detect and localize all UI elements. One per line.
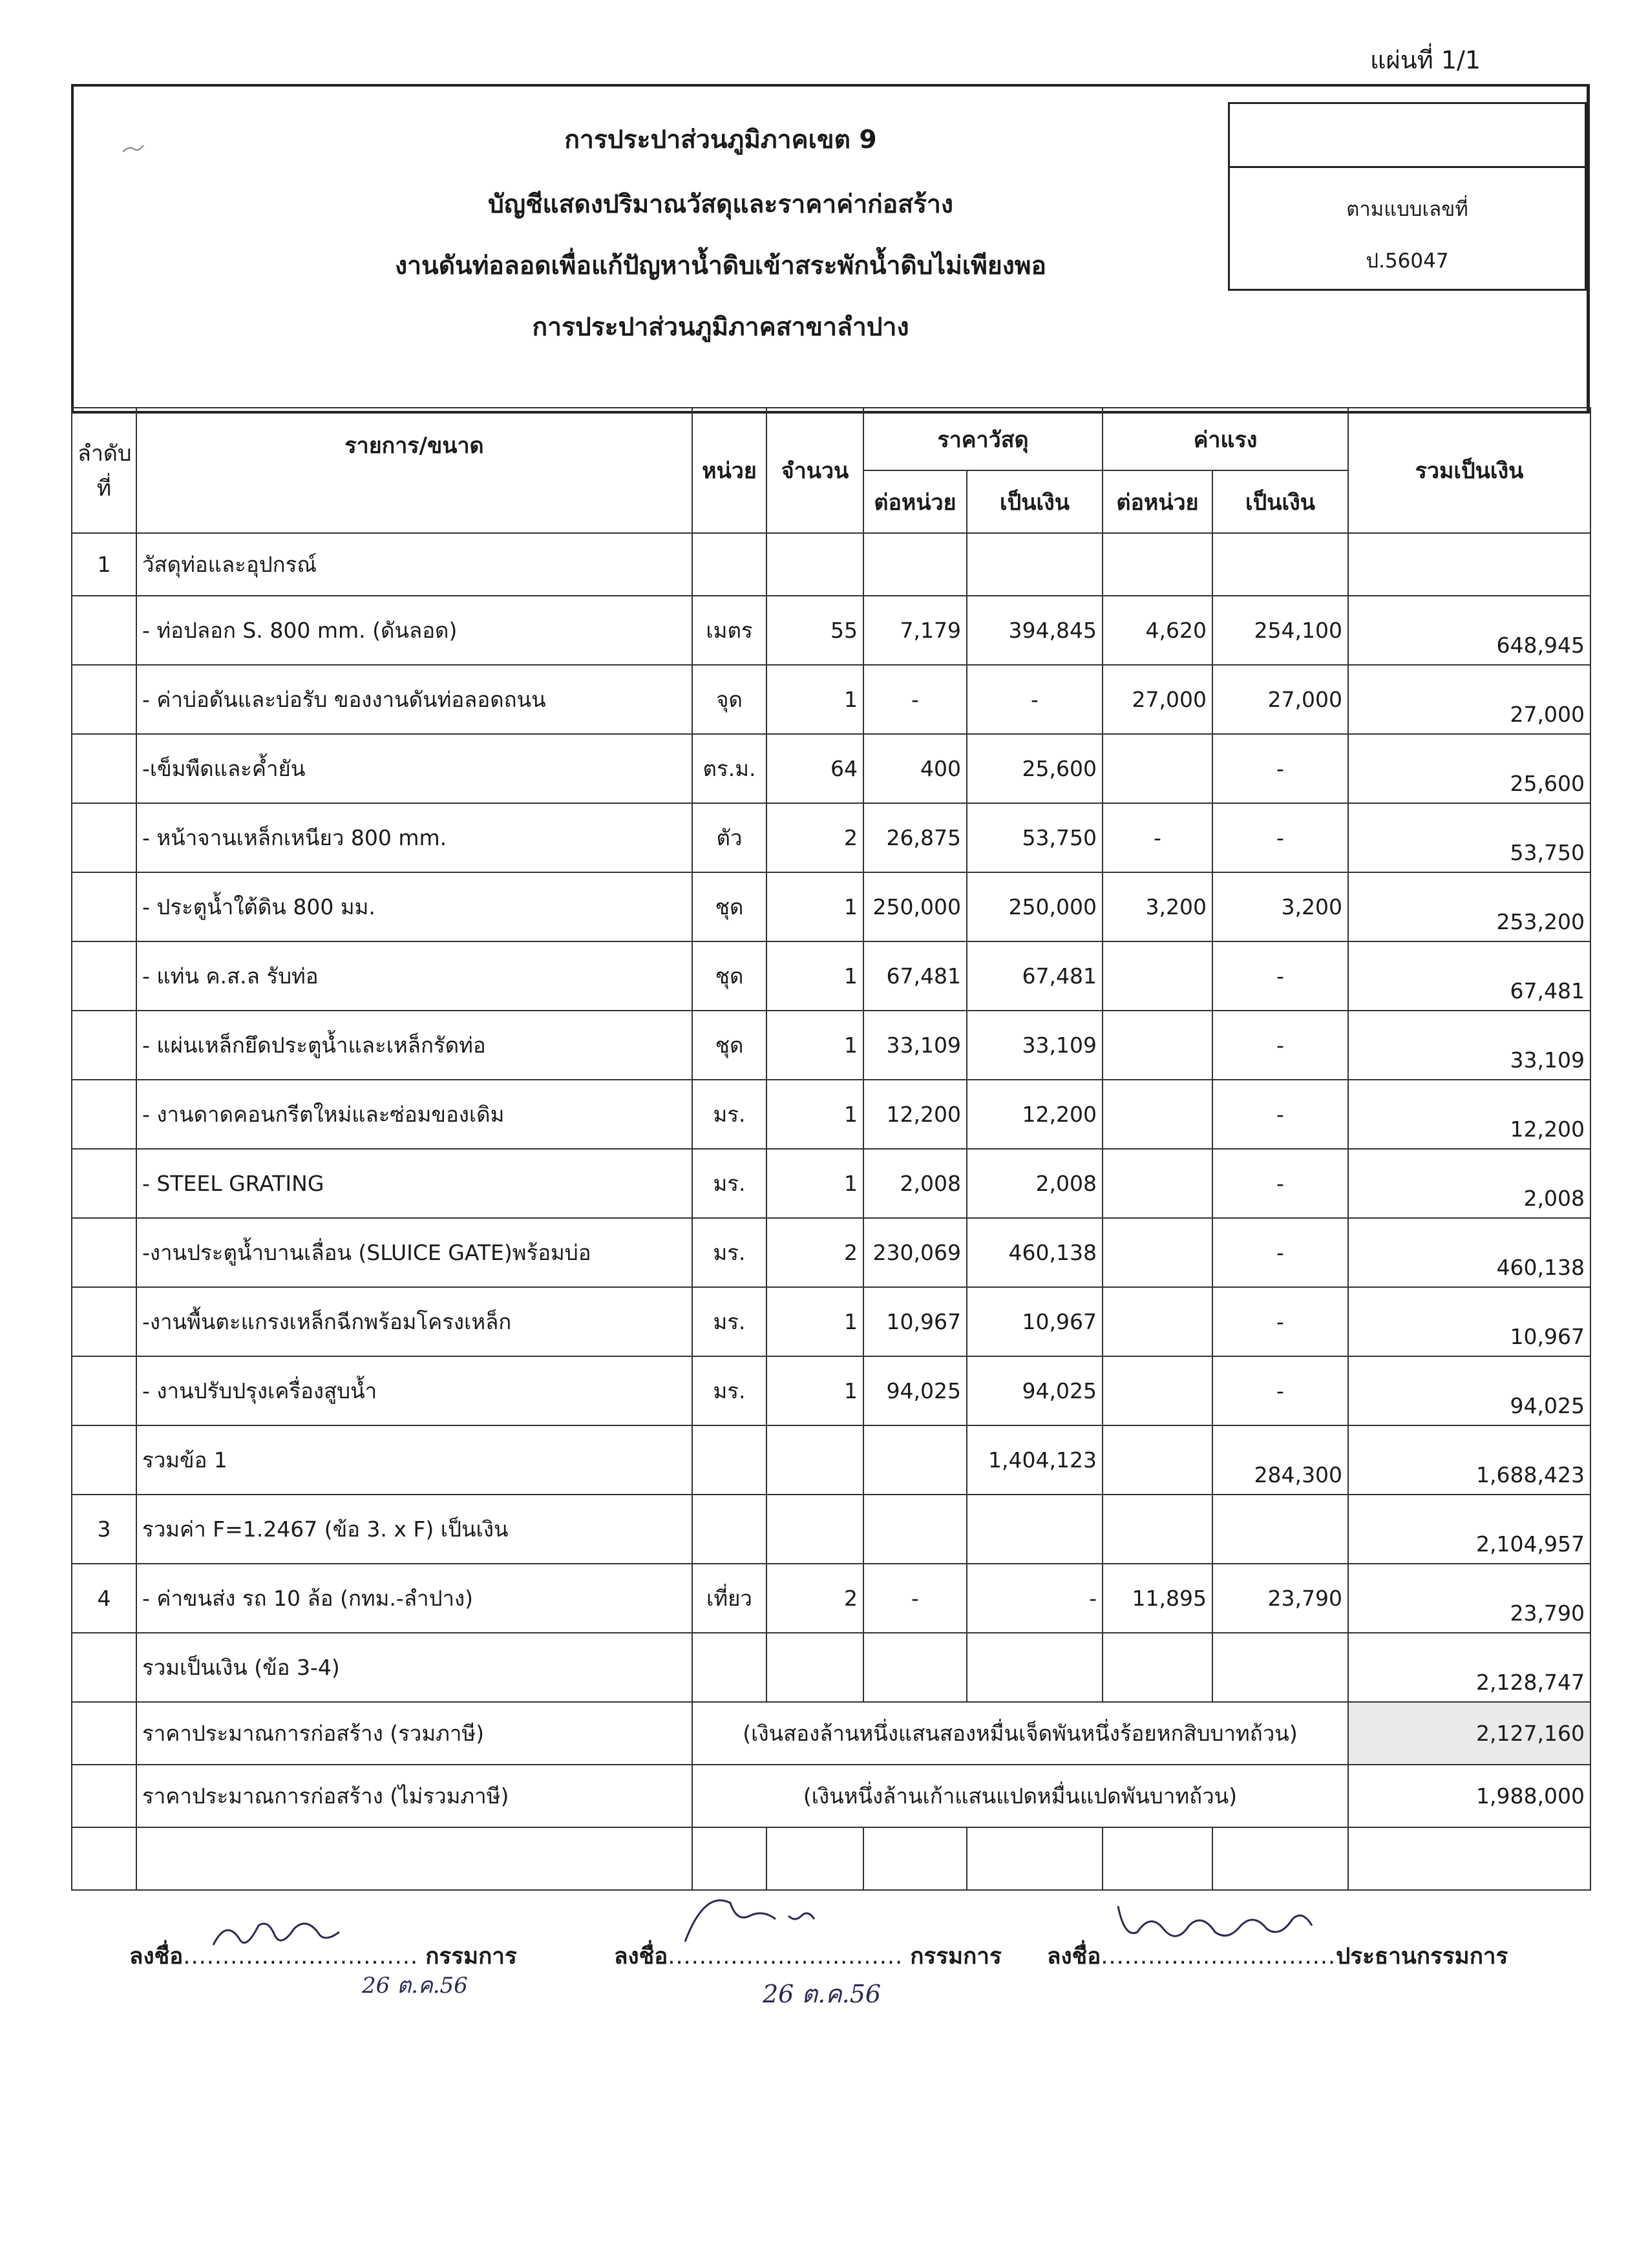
factor-row <box>72 1495 1590 1564</box>
item-lab-amt: - <box>1212 941 1348 1011</box>
item-lab-unit <box>1103 1011 1212 1080</box>
item-mat-amt: - <box>967 665 1103 734</box>
item-lab-amt: - <box>1212 1218 1348 1287</box>
item-mat-amt: 67,481 <box>967 941 1103 1011</box>
item-desc: - หน้าจานเหล็กเหนียว 800 mm. <box>136 803 692 872</box>
item-unit: มร. <box>692 1287 766 1356</box>
blank-row <box>72 1827 1590 1890</box>
transport-lab-unit: 11,895 <box>1103 1564 1212 1633</box>
estimate-vat-label: ราคาประมาณการก่อสร้าง (รวมภาษี) <box>136 1702 692 1765</box>
item-mat-amt: 394,845 <box>967 596 1103 665</box>
item-qty: 1 <box>766 1356 863 1425</box>
signature-1-dots: .............................. <box>183 1944 419 1969</box>
item-mat-amt: 25,600 <box>967 734 1103 803</box>
item-lab-amt: - <box>1212 803 1348 872</box>
subtotal-row <box>72 1425 1590 1495</box>
header-line-2: บัญชีแสดงปริมาณวัสดุและราคาค่าก่อสร้าง <box>488 190 953 219</box>
factor-no: 3 <box>72 1495 136 1564</box>
item-lab-unit: 3,200 <box>1103 872 1212 941</box>
item-unit: มร. <box>692 1080 766 1149</box>
header-line-1: การประปาส่วนภูมิภาคเขต 9 <box>564 125 877 154</box>
signature-2-scribble <box>679 1893 872 1951</box>
item-qty: 1 <box>766 665 863 734</box>
item-mat-unit: 10,967 <box>863 1287 967 1356</box>
item-qty: 1 <box>766 872 863 941</box>
item-row <box>72 1287 1590 1356</box>
item-mat-amt: 33,109 <box>967 1011 1103 1080</box>
item-lab-unit <box>1103 1218 1212 1287</box>
item-desc: - แท่น ค.ส.ล รับท่อ <box>136 941 692 1011</box>
item-no <box>72 803 136 872</box>
sum34-row <box>72 1633 1590 1702</box>
transport-item: - ค่าขนส่ง รถ 10 ล้อ (กทม.-ลำปาง) <box>136 1564 692 1633</box>
item-no <box>72 1080 136 1149</box>
item-desc: - งานปรับปรุงเครื่องสูบน้ำ <box>136 1356 692 1425</box>
signature-1-date: 26 ต.ค.56 <box>362 1973 468 1999</box>
item-desc: - STEEL GRATING <box>136 1149 692 1218</box>
item-total: 12,200 <box>1348 1080 1590 1149</box>
signature-1-scribble <box>207 1906 401 1958</box>
item-no <box>72 665 136 734</box>
item-qty: 2 <box>766 803 863 872</box>
subtotal-mat-amt: 1,404,123 <box>967 1425 1103 1495</box>
item-lab-unit <box>1103 734 1212 803</box>
item-total: 460,138 <box>1348 1218 1590 1287</box>
item-qty: 64 <box>766 734 863 803</box>
col-header-lab-unit: ต่อหน่วย <box>1103 470 1212 533</box>
estimate-novat-row <box>72 1765 1590 1827</box>
item-lab-amt: - <box>1212 734 1348 803</box>
section-title: วัสดุท่อและอุปกรณ์ <box>136 533 692 596</box>
item-lab-unit: - <box>1103 803 1212 872</box>
item-mat-amt: 460,138 <box>967 1218 1103 1287</box>
drawing-label: ตามแบบเลขที่ <box>1346 198 1468 221</box>
item-row <box>72 1080 1590 1149</box>
estimate-novat-words: (เงินหนึ่งล้านเก้าแสนแปดหมื่นแปดพันบาทถ้วน) <box>692 1765 1348 1827</box>
signature-1-prefix: ลงชื่อ <box>129 1944 184 1969</box>
item-mat-amt: 94,025 <box>967 1356 1103 1425</box>
item-qty: 2 <box>766 1218 863 1287</box>
transport-row <box>72 1564 1590 1633</box>
transport-qty: 2 <box>766 1564 863 1633</box>
item-lab-amt: - <box>1212 1287 1348 1356</box>
item-desc: - งานดาดคอนกรีตใหม่และซ่อมของเดิม <box>136 1080 692 1149</box>
signature-2-date: 26 ต.ค.56 <box>763 1980 882 2008</box>
subtotal-lab-amt: 284,300 <box>1212 1425 1348 1495</box>
item-row <box>72 1356 1590 1425</box>
item-lab-unit <box>1103 1080 1212 1149</box>
item-qty: 55 <box>766 596 863 665</box>
col-header-unit: หน่วย <box>692 408 766 533</box>
item-lab-amt: - <box>1212 1011 1348 1080</box>
factor-total: 2,104,957 <box>1348 1495 1590 1564</box>
item-total: 253,200 <box>1348 872 1590 941</box>
item-no <box>72 941 136 1011</box>
signature-3-scribble <box>1112 1893 1331 1951</box>
item-mat-unit: 230,069 <box>863 1218 967 1287</box>
estimate-vat-words: (เงินสองล้านหนึ่งแสนสองหมื่นเจ็ดพันหนึ่งร้อยหกสิบบาทถ้วน) <box>692 1702 1348 1765</box>
item-no <box>72 1356 136 1425</box>
item-lab-amt: 3,200 <box>1212 872 1348 941</box>
sum34-total: 2,128,747 <box>1348 1633 1590 1702</box>
item-row <box>72 872 1590 941</box>
item-lab-amt: - <box>1212 1080 1348 1149</box>
item-mat-unit: 26,875 <box>863 803 967 872</box>
item-lab-amt: 27,000 <box>1212 665 1348 734</box>
item-no <box>72 1218 136 1287</box>
item-lab-amt: - <box>1212 1149 1348 1218</box>
item-mat-amt: 250,000 <box>967 872 1103 941</box>
item-mat-unit: - <box>863 665 967 734</box>
item-mat-unit: 7,179 <box>863 596 967 665</box>
drawing-box <box>1228 167 1587 291</box>
signature-2-prefix: ลงชื่อ <box>614 1944 668 1969</box>
item-mat-unit: 67,481 <box>863 941 967 1011</box>
estimate-vat-row <box>72 1702 1590 1765</box>
item-lab-unit <box>1103 941 1212 1011</box>
subtotal-label: รวมข้อ 1 <box>136 1425 692 1495</box>
item-lab-unit <box>1103 1356 1212 1425</box>
item-total: 27,000 <box>1348 665 1590 734</box>
item-unit: ชุด <box>692 941 766 1011</box>
item-mat-unit: 94,025 <box>863 1356 967 1425</box>
item-no <box>72 734 136 803</box>
item-no <box>72 1287 136 1356</box>
transport-lab-amt: 23,790 <box>1212 1564 1348 1633</box>
item-mat-unit: 250,000 <box>863 872 967 941</box>
col-header-item: รายการ/ขนาด <box>136 408 692 533</box>
item-lab-unit: 4,620 <box>1103 596 1212 665</box>
item-total: 67,481 <box>1348 941 1590 1011</box>
item-rows <box>72 596 1590 1425</box>
item-mat-amt: 2,008 <box>967 1149 1103 1218</box>
item-row <box>72 1218 1590 1287</box>
item-desc: -เข็มพืดและค้ำยัน <box>136 734 692 803</box>
item-lab-unit <box>1103 1287 1212 1356</box>
item-qty: 1 <box>766 1080 863 1149</box>
item-no <box>72 1011 136 1080</box>
item-mat-unit: 12,200 <box>863 1080 967 1149</box>
item-total: 2,008 <box>1348 1149 1590 1218</box>
item-unit: มร. <box>692 1149 766 1218</box>
item-mat-unit: 33,109 <box>863 1011 967 1080</box>
subtotal-total: 1,688,423 <box>1348 1425 1590 1495</box>
item-qty: 1 <box>766 1149 863 1218</box>
item-mat-amt: 53,750 <box>967 803 1103 872</box>
item-mat-unit: 2,008 <box>863 1149 967 1218</box>
item-total: 25,600 <box>1348 734 1590 803</box>
col-header-labor: ค่าแรง <box>1103 408 1348 470</box>
item-total: 94,025 <box>1348 1356 1590 1425</box>
item-row <box>72 596 1590 665</box>
item-desc: - ประตูน้ำใต้ดิน 800 มม. <box>136 872 692 941</box>
signature-1-role: กรรมการ <box>425 1944 517 1969</box>
item-mat-amt: 12,200 <box>967 1080 1103 1149</box>
transport-no: 4 <box>72 1564 136 1633</box>
item-total: 648,945 <box>1348 596 1590 665</box>
drawing-number: ป.56047 <box>1366 249 1449 273</box>
item-unit: ชุด <box>692 1011 766 1080</box>
col-header-material: ราคาวัสดุ <box>863 408 1103 470</box>
signature-2-role: กรรมการ <box>910 1944 1002 1969</box>
item-total: 33,109 <box>1348 1011 1590 1080</box>
item-mat-amt: 10,967 <box>967 1287 1103 1356</box>
col-header-total: รวมเป็นเงิน <box>1348 408 1590 533</box>
item-qty: 1 <box>766 1287 863 1356</box>
item-row <box>72 665 1590 734</box>
item-row <box>72 1149 1590 1218</box>
item-qty: 1 <box>766 1011 863 1080</box>
item-desc: - แผ่นเหล็กยึดประตูน้ำและเหล็กรัดท่อ <box>136 1011 692 1080</box>
signature-3-prefix: ลงชื่อ <box>1047 1944 1101 1969</box>
item-qty: 1 <box>766 941 863 1011</box>
item-unit: จุด <box>692 665 766 734</box>
item-desc: - ท่อปลอก S. 800 mm. (ดันลอด) <box>136 596 692 665</box>
item-unit: ชุด <box>692 872 766 941</box>
sum34-label: รวมเป็นเงิน (ข้อ 3-4) <box>136 1633 692 1702</box>
item-desc: -งานพื้นตะแกรงเหล็กฉีกพร้อมโครงเหล็ก <box>136 1287 692 1356</box>
sheet-number: แผ่นที่ 1/1 <box>1370 46 1481 74</box>
signature-3-role: ประธานกรรมการ <box>1336 1944 1508 1969</box>
item-unit: ตร.ม. <box>692 734 766 803</box>
item-total: 10,967 <box>1348 1287 1590 1356</box>
item-no <box>72 1149 136 1218</box>
item-row <box>72 734 1590 803</box>
estimate-novat-label: ราคาประมาณการก่อสร้าง (ไม่รวมภาษี) <box>136 1765 692 1827</box>
section-no: 1 <box>72 533 136 596</box>
item-row <box>72 803 1590 872</box>
item-lab-amt: - <box>1212 1356 1348 1425</box>
item-unit: เมตร <box>692 596 766 665</box>
item-desc: -งานประตูน้ำบานเลื่อน (SLUICE GATE)พร้อมบ่อ <box>136 1218 692 1287</box>
drawing-box-top <box>1228 102 1587 168</box>
item-no <box>72 596 136 665</box>
estimate-vat-total: 2,127,160 <box>1348 1702 1590 1765</box>
item-unit: มร. <box>692 1218 766 1287</box>
item-unit: ตัว <box>692 803 766 872</box>
transport-unit: เที่ยว <box>692 1564 766 1633</box>
factor-label: รวมค่า F=1.2467 (ข้อ 3. x F) เป็นเงิน <box>136 1495 692 1564</box>
item-desc: - ค่าบ่อดันและบ่อรับ ของงานดันท่อลอดถนน <box>136 665 692 734</box>
section-row <box>72 533 1590 596</box>
col-header-mat-unit: ต่อหน่วย <box>863 470 967 533</box>
signature-2-dots: .............................. <box>668 1944 903 1969</box>
item-lab-unit: 27,000 <box>1103 665 1212 734</box>
item-lab-unit <box>1103 1149 1212 1218</box>
transport-mat-amt: - <box>967 1564 1103 1633</box>
item-total: 53,750 <box>1348 803 1590 872</box>
item-row <box>72 1011 1590 1080</box>
col-header-mat-amt: เป็นเงิน <box>967 470 1103 533</box>
item-mat-unit: 400 <box>863 734 967 803</box>
item-row <box>72 941 1590 1011</box>
col-header-lab-amt: เป็นเงิน <box>1212 470 1348 533</box>
item-unit: มร. <box>692 1356 766 1425</box>
col-header-qty: จำนวน <box>766 408 863 533</box>
header-line-4: การประปาส่วนภูมิภาคสาขาลำปาง <box>532 313 909 342</box>
boq-table <box>71 407 1591 1891</box>
item-no <box>72 872 136 941</box>
header-line-3: งานดันท่อลอดเพื่อแก้ปัญหาน้ำดิบเข้าสระพักน้ำดิบไม่เพียงพอ <box>395 251 1046 280</box>
transport-total: 23,790 <box>1348 1564 1590 1633</box>
col-header-no: ลำดับ ที่ <box>72 408 136 533</box>
signature-3-dots: .............................. <box>1101 1944 1336 1969</box>
item-lab-amt: 254,100 <box>1212 596 1348 665</box>
estimate-novat-total: 1,988,000 <box>1348 1765 1590 1827</box>
transport-mat-unit: - <box>863 1564 967 1633</box>
